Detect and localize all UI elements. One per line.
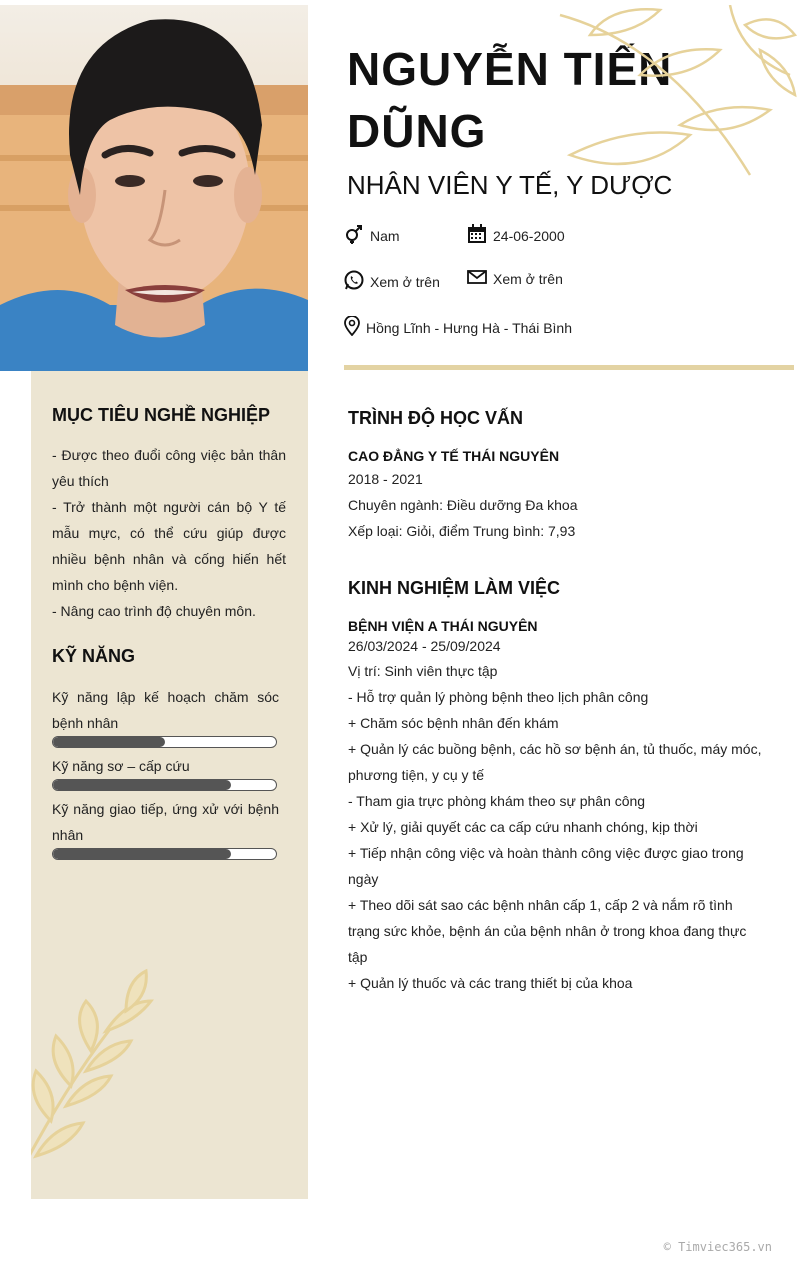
full-name: NGUYỄN TIẾN DŨNG [347,43,673,157]
skill-item [52,753,279,779]
address-value: Hồng Lĩnh - Hưng Hà - Thái Bình [366,319,573,336]
phone-icon [344,270,364,293]
experience-line: - Hỗ trợ quản lý phòng bệnh theo lịch phân công [348,689,649,705]
objective-line: - Được theo đuổi công việc bản thân yêu thích [52,447,286,489]
objective-line: - Trở thành một người cán bộ Y tế mẫu mực, có thể cứu giúp được nhiều bệnh nhân và cống hiến hết mình cho bệnh viện. [52,499,286,593]
watermark: © Timviec365.vn [663,1240,772,1254]
phone-info [344,270,440,293]
education-section [348,408,768,544]
gender-value: Nam [370,227,400,244]
objective-title: MỤC TIÊU NGHỀ NGHIỆP [52,405,271,425]
skill-bar-fill [53,780,231,790]
birthday-info [467,224,565,247]
gender-info [344,224,400,247]
email-info [467,268,563,289]
school-name: CAO ĐẲNG Y TẾ THÁI NGUYÊN [348,448,560,464]
experience-line: + Quản lý các buồng bệnh, các hồ sơ bệnh án, tủ thuốc, máy móc, phương tiện, y cụ y tế [348,741,762,783]
skill-label: Kỹ năng lập kế hoạch chăm sóc bệnh nhân [52,689,279,731]
experience-line: + Tiếp nhận công việc và hoàn thành công việc được giao trong ngày [348,845,744,887]
address-info [344,316,572,339]
skill-label: Kỹ năng sơ – cấp cứu [52,758,190,774]
company-name: BỆNH VIỆN A THÁI NGUYÊN [348,618,538,634]
calendar-icon [467,224,487,247]
leaf-decoration-icon [31,971,151,1191]
education-title: TRÌNH ĐỘ HỌC VẤN [348,408,523,428]
skill-bar [52,736,277,748]
education-period: 2018 - 2021 [348,471,423,487]
skill-item [52,796,279,848]
birthday-value: 24-06-2000 [493,227,565,244]
experience-line: Vị trí: Sinh viên thực tập [348,663,498,679]
phone-value: Xem ở trên [370,273,440,290]
skill-label: Kỹ năng giao tiếp, ứng xử với bệnh nhân [52,801,279,843]
experience-line: + Theo dõi sát sao các bệnh nhân cấp 1, cấp 2 và nắm rõ tình trạng sức khỏe, bệnh án của bệnh nhân ở trong khoa đang thực tập [348,897,747,965]
experience-section [348,578,768,996]
experience-line: - Tham gia trực phòng khám theo sự phân công [348,793,646,809]
experience-period: 26/03/2024 - 25/09/2024 [348,638,501,654]
experience-title: KINH NGHIỆM LÀM VIỆC [348,578,561,598]
gender-icon [344,224,364,247]
experience-line: + Chăm sóc bệnh nhân đến khám [348,715,559,731]
experience-line: + Quản lý thuốc và các trang thiết bị của khoa [348,975,633,991]
skill-bar-fill [53,737,165,747]
profile-photo [0,5,308,371]
skill-bar [52,848,277,860]
education-major: Chuyên ngành: Điều dưỡng Đa khoa [348,497,578,513]
mail-icon [467,268,487,289]
skill-bar [52,779,277,791]
objective-line: - Nâng cao trình độ chuyên môn. [52,603,256,619]
location-pin-icon [344,316,360,339]
leaf-decoration-icon [550,5,800,205]
job-title: NHÂN VIÊN Y TẾ, Y DƯỢC [347,170,673,200]
divider [344,365,794,370]
education-grade: Xếp loại: Giỏi, điểm Trung bình: 7,93 [348,523,576,539]
objective-content [52,442,286,624]
experience-line: + Xử lý, giải quyết các ca cấp cứu nhanh chóng, kịp thời [348,819,698,835]
skill-item [52,684,279,736]
skills-title: KỸ NĂNG [52,646,136,666]
skill-bar-fill [53,849,231,859]
email-value: Xem ở trên [493,270,563,287]
